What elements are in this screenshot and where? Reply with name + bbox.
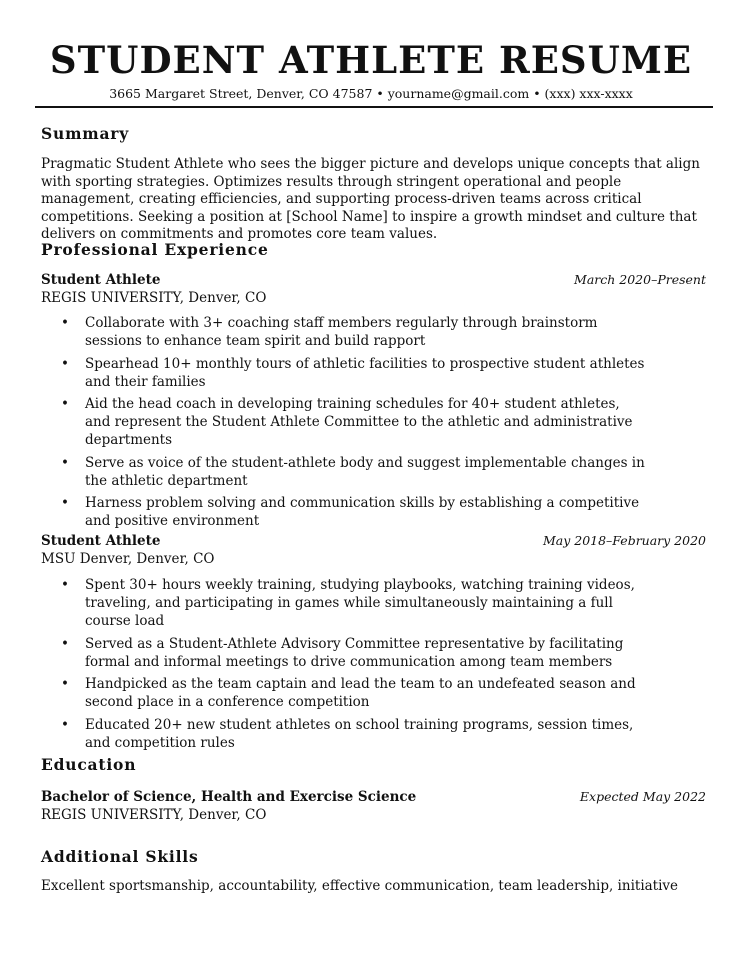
job-organization: REGIS UNIVERSITY, Denver, CO [41, 290, 267, 306]
job-bullet: • Aid the head coach in developing training schedules for 40+ student athletes, and represent the Student Athlete Committee to the athletic and administrative departments [59, 395, 649, 449]
education-dates: Expected May 2022 [579, 789, 706, 804]
degree-title: Bachelor of Science, Health and Exercise Science [41, 789, 417, 805]
job-bullet: • Handpicked as the team captain and lead the team to an undefeated season and second place in a conference competition [59, 675, 649, 711]
resume-name: STUDENT ATHLETE RESUME [49, 38, 693, 82]
job-title: Student Athlete [41, 533, 161, 549]
job-bullet: • Served as a Student-Athlete Advisory Committee representative by facilitating formal and informal meetings to drive communication among team members [59, 635, 649, 671]
job-bullets [59, 314, 649, 535]
job-bullet: • Spent 30+ hours weekly training, studying playbooks, watching training videos, traveling, and participating in games while simultaneously maintaining a full course load [59, 576, 649, 630]
job-title: Student Athlete [41, 272, 161, 288]
summary-heading: Summary [41, 124, 130, 143]
summary-text: Pragmatic Student Athlete who sees the bigger picture and develops unique concepts that align with sporting strategies. Optimizes results through stringent operational and people management, creating efficiencies, and supporting process-driven teams across critical competitions. Seeking a position at [School Name] to inspire a growth mindset and culture that delivers on commitments and promotes core team values. [41, 156, 700, 242]
education-heading: Education [41, 755, 137, 774]
job-bullet: • Harness problem solving and communication skills by establishing a competitive and positive environment [59, 494, 649, 530]
job-bullet: • Serve as voice of the student-athlete body and suggest implementable changes in the athletic department [59, 454, 649, 490]
job-bullet: • Collaborate with 3+ coaching staff members regularly through brainstorm sessions to enhance team spirit and build rapport [59, 314, 649, 350]
skills-heading: Additional Skills [41, 847, 199, 866]
job-bullet: • Spearhead 10+ monthly tours of athletic facilities to prospective student athletes and their families [59, 355, 649, 391]
job-bullets [59, 576, 649, 756]
job-organization: MSU Denver, Denver, CO [41, 551, 215, 567]
skills-text: Excellent sportsmanship, accountability, effective communication, team leadership, initiative [41, 878, 679, 894]
header-divider [35, 106, 713, 108]
experience-heading: Professional Experience [41, 240, 269, 259]
job-dates: May 2018–February 2020 [542, 533, 706, 548]
contact-line: 3665 Margaret Street, Denver, CO 47587 • yourname@gmail.com • (xxx) xxx-xxxx [109, 86, 633, 101]
education-school: REGIS UNIVERSITY, Denver, CO [41, 807, 267, 823]
job-dates: March 2020–Present [574, 272, 706, 287]
job-bullet: • Educated 20+ new student athletes on school training programs, session times, and competition rules [59, 716, 649, 752]
